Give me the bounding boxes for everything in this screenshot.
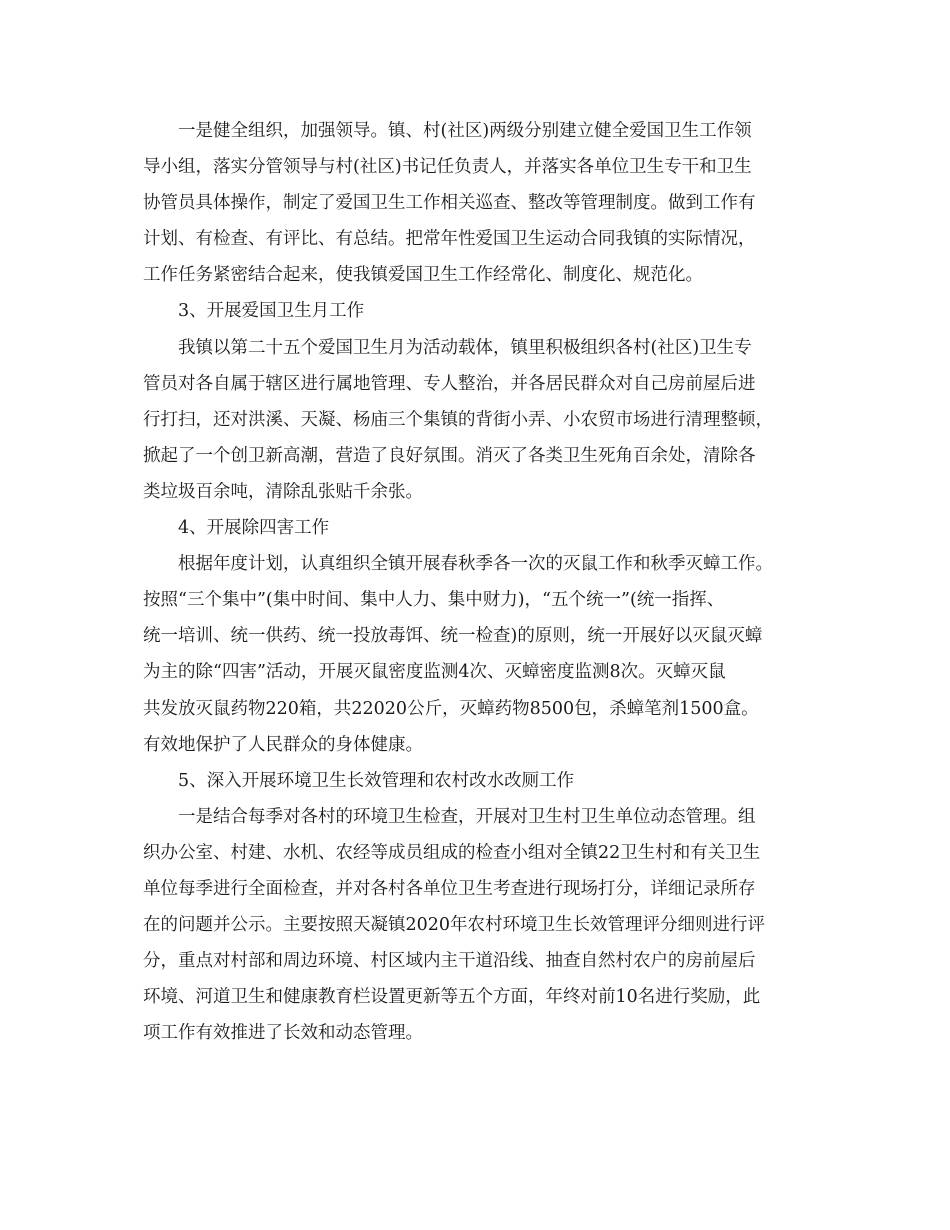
text-line: 环境、河道卫生和健康教育栏设置更新等五个方面，年终对前10名进行奖励，此	[143, 987, 761, 1008]
text-line: 导小组，落实分管领导与村(社区)书记任负责人，并落实各单位卫生专干和卫生	[143, 157, 752, 178]
text-line: 有效地保护了人民群众的身体健康。	[143, 734, 423, 755]
text-line: 管员对各自属于辖区进行属地管理、专人整治，并各居民群众对自己房前屋后进	[143, 373, 756, 394]
text-line: 一是结合每季对各村的环境卫生检查，开展对卫生村卫生单位动态管理。组	[178, 806, 756, 827]
section-heading: 4、开展除四害工作	[178, 518, 330, 539]
text-line: 协管员具体操作，制定了爱国卫生工作相关巡查、整改等管理制度。做到工作有	[143, 193, 756, 214]
text-line: 分，重点对村部和周边环境、村区域内主干道沿线、抽查自然村农户的房前屋后	[143, 951, 756, 972]
text-line: 项工作有效推进了长效和动态管理。	[143, 1023, 423, 1044]
text-line: 在的问题并公示。主要按照天凝镇2020年农村环境卫生长效管理评分细则进行评	[143, 915, 766, 936]
text-line: 根据年度计划，认真组织全镇开展春秋季各一次的灭鼠工作和秋季灭蟑工作。	[178, 554, 773, 575]
section-heading: 3、开展爱国卫生月工作	[178, 301, 365, 322]
text-line: 我镇以第二十五个爱国卫生月为活动载体，镇里积极组织各村(社区)卫生专	[178, 337, 752, 358]
text-line: 单位每季进行全面检查，并对各村各单位卫生考查进行现场打分，详细记录所存	[143, 878, 756, 899]
text-line: 行打扫，还对洪溪、天凝、杨庙三个集镇的背街小弄、小农贸市场进行清理整顿，	[143, 409, 773, 430]
text-line: 一是健全组织，加强领导。镇、村(社区)两级分别建立健全爱国卫生工作领	[178, 121, 752, 141]
section-heading: 5、深入开展环境卫生长效管理和农村改水改厕工作	[178, 770, 575, 791]
text-line: 掀起了一个创卫新高潮，营造了良好氛围。消灭了各类卫生死角百余处，清除各	[143, 445, 756, 466]
text-line: 为主的除“四害”活动，开展灭鼠密度监测4次、灭蟑密度监测8次。灭蟑灭鼠	[143, 662, 726, 683]
document-page	[143, 113, 813, 1051]
text-line: 织办公室、村建、水机、农经等成员组成的检查小组对全镇22卫生村和有关卫生	[143, 842, 761, 863]
text-line: 共发放灭鼠药物220箱，共22020公斤，灭蟑药物8500包，杀蟑笔剂1500盒。	[143, 698, 759, 719]
text-line: 工作任务紧密结合起来，使我镇爱国卫生工作经常化、制度化、规范化。	[143, 265, 703, 286]
text-line: 按照“三个集中”(集中时间、集中人力、集中财力)，“五个统一”(统一指挥、	[143, 590, 725, 611]
text-line: 统一培训、统一供药、统一投放毒饵、统一检查)的原则，统一开展好以灭鼠灭蟑	[143, 626, 763, 647]
text-line: 类垃圾百余吨，清除乱张贴千余张。	[143, 481, 423, 502]
text-line: 计划、有检查、有评比、有总结。把常年性爱国卫生运动合同我镇的实际情况，	[143, 229, 756, 250]
